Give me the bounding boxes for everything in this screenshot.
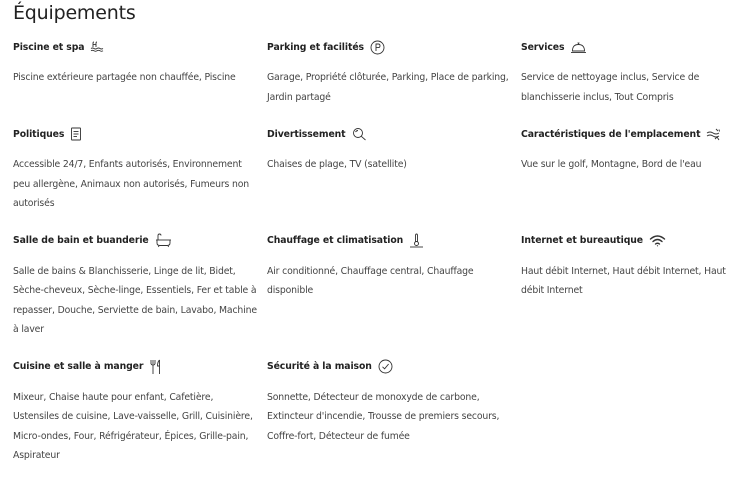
parking-icon (370, 40, 385, 55)
service-bell-icon (570, 41, 587, 54)
category-policies (13, 125, 267, 232)
category-title: Cuisine et salle à manger (13, 361, 144, 372)
check-circle-icon (378, 359, 393, 374)
category-items: Mixeur, Chaise haute pour enfant, Cafetière, Ustensiles de cuisine, Lave-vaisselle, Grill, Cuisinière, Micro-ondes, Four, Réfrigérateur, Épices, Grille-pain, Aspirateur (13, 391, 253, 461)
category-title: Sécurité à la maison (267, 361, 372, 372)
category-bathroom (13, 232, 267, 358)
category-items: Service de nettoyage inclus, Service de blanchisserie inclus, Tout Compris (521, 72, 700, 103)
category-pool (13, 38, 267, 125)
category-title: Internet et bureautique (521, 235, 643, 246)
page-title: Équipements (13, 2, 136, 24)
category-title: Salle de bain et buanderie (13, 235, 149, 246)
category-title: Parking et facilités (267, 41, 364, 53)
category-title: Caractéristiques de l'emplacement (521, 128, 701, 140)
category-heating (267, 232, 521, 358)
category-kitchen (13, 358, 267, 484)
amenities-grid (13, 38, 750, 484)
category-items: Chaises de plage, TV (satellite) (267, 159, 407, 170)
entertainment-icon (352, 127, 367, 141)
category-items: Air conditionné, Chauffage central, Chauffage disponible (267, 265, 474, 296)
category-items: Piscine extérieure partagée non chauffée, Piscine (13, 72, 236, 83)
document-icon (70, 127, 82, 141)
wifi-icon (649, 234, 666, 247)
category-title: Politiques (13, 128, 65, 140)
category-items: Accessible 24/7, Enfants autorisés, Environnement peu allergène, Animaux non autorisés, Fumeurs non autorisés (13, 159, 250, 209)
category-entertainment (267, 125, 521, 232)
category-parking (267, 38, 521, 125)
category-title: Piscine et spa (13, 41, 85, 53)
category-services (521, 38, 750, 125)
category-items: Sonnette, Détecteur de monoxyde de carbone, Extincteur d'incendie, Trousse de premiers secours, Coffre-fort, Détecteur de fumée (267, 391, 500, 442)
cutlery-icon (149, 359, 162, 375)
thermometer-icon (409, 233, 424, 248)
category-title: Chauffage et climatisation (267, 235, 404, 246)
location-feature-icon (706, 128, 722, 141)
category-internet (521, 232, 750, 358)
category-items: Haut débit Internet, Haut débit Internet, Haut débit Internet (521, 265, 726, 296)
pool-icon (90, 41, 104, 53)
category-title: Divertissement (267, 128, 346, 140)
category-items: Salle de bains & Blanchisserie, Linge de lit, Bidet, Sèche-cheveux, Sèche-linge, Essentiels, Fer et table à repasser, Douche, Serviette de bain, Lavabo, Machine à laver (13, 265, 257, 335)
bathtub-icon (155, 233, 172, 248)
category-location (521, 125, 750, 232)
category-items: Garage, Propriété clôturée, Parking, Place de parking, Jardin partagé (267, 72, 509, 103)
category-title: Services (521, 41, 565, 53)
category-items: Vue sur le golf, Montagne, Bord de l'eau (521, 159, 702, 170)
category-safety (267, 358, 521, 484)
